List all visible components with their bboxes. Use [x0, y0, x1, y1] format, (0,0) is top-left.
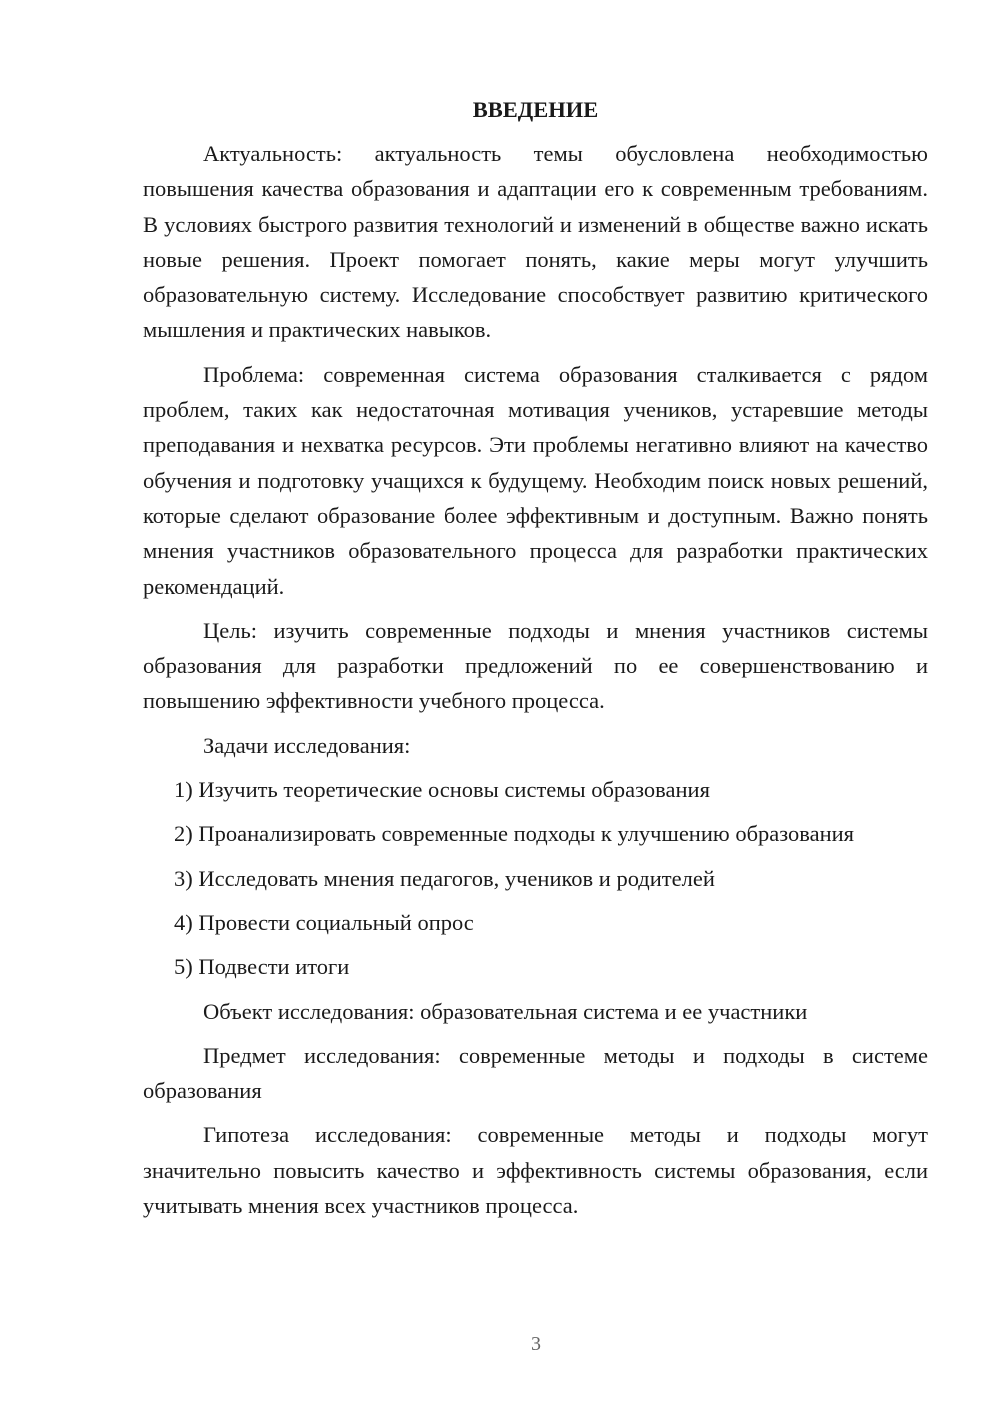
page-number: 3: [531, 1333, 541, 1355]
subject-paragraph: Предмет исследования: современные методы и подходы в системе образования: [143, 1042, 928, 1104]
task-item: 3) Исследовать мнения педагогов, учеников и родителей: [174, 865, 715, 891]
hypothesis-paragraph: Гипотеза исследования: современные методы и подходы могут значительно повысить качество и эффективность системы образования, если учитывать мнения всех участников процесса.: [143, 1122, 928, 1219]
relevance-paragraph: Актуальность: актуальность темы обусловлена необходимостью повышения качества образования и адаптации его к современным требованиям. В условиях быстрого развития технологий и изменений в обществе важно искать новые решения. Проект помогает понять, какие меры могут улучшить образовательную систему. Исследование способствует развитию критического мышления и практических навыков.: [143, 141, 928, 343]
task-item: 1) Изучить теоретические основы системы образования: [174, 777, 710, 803]
task-item: 4) Провести социальный опрос: [174, 909, 474, 935]
task-item: 5) Подвести итоги: [174, 954, 350, 980]
object-paragraph: Объект исследования: образовательная система и ее участники: [203, 998, 808, 1024]
goal-paragraph: Цель: изучить современные подходы и мнения участников системы образования для разработки предложений по ее совершенствованию и повышению эффективности учебного процесса.: [143, 617, 928, 714]
task-item: 2) Проанализировать современные подходы к улучшению образования: [174, 821, 855, 847]
section-heading: ВВЕДЕНИЕ: [472, 97, 599, 122]
tasks-heading: Задачи исследования:: [203, 732, 411, 758]
problem-paragraph: Проблема: современная система образования сталкивается с рядом проблем, таких как недостаточная мотивация учеников, устаревшие методы преподавания и нехватка ресурсов. Эти проблемы негативно влияют на качество обучения и подготовку учащихся к будущему. Необходим поиск новых решений, которые сделают образование более эффективным и доступным. Важно понять мнения участников образовательного процесса для разработки практических рекомендаций.: [143, 361, 928, 599]
page-content: [143, 92, 928, 1223]
